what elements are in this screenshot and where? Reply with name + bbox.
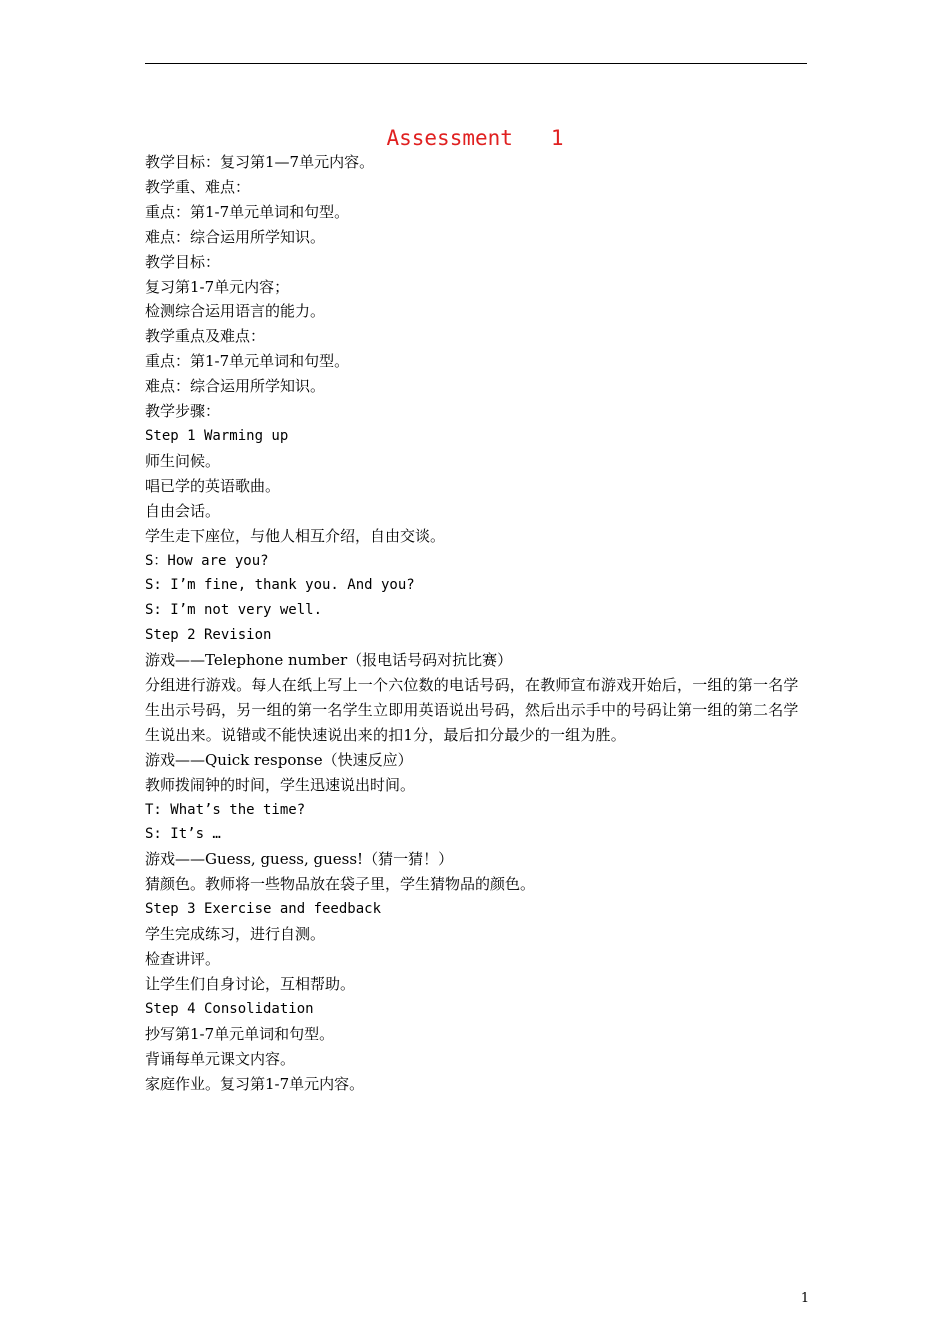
text-line: 唱已学的英语歌曲。 — [145, 476, 281, 495]
dialogue-line: S：How are you? — [145, 552, 269, 569]
text-line: 家庭作业。复习第1-7单元内容。 — [145, 1074, 365, 1093]
text-line: 检测综合运用语言的能力。 — [145, 302, 326, 321]
dialogue-line: S: I’m not very well. — [145, 602, 323, 619]
text-line: 抄写第1-7单元单词和句型。 — [145, 1024, 335, 1043]
dialogue-line: S: It’s … — [145, 826, 221, 843]
text-line: 重点：第1-7单元单词和句型。 — [145, 352, 350, 371]
dialogue-line: T: What’s the time? — [145, 801, 306, 818]
text-line: 让学生们自身讨论，互相帮助。 — [145, 974, 356, 993]
text-line: 教学目标：复习第1—7单元内容。 — [145, 153, 375, 171]
text-line: 重点：第1-7单元单词和句型。 — [145, 202, 350, 221]
text-line: 复习第1-7单元内容； — [145, 277, 290, 296]
text-line: 猜颜色。教师将一些物品放在袋子里，学生猜物品的颜色。 — [145, 875, 536, 894]
text-line: 学生走下座位，与他人相互介绍，自由交谈。 — [145, 526, 446, 545]
text-line: 教学目标： — [145, 252, 221, 271]
game-heading: 游戏——Guess, guess, guess!（猜一猜！） — [145, 850, 454, 869]
game-heading: 游戏——Telephone number（报电话号码对抗比赛） — [145, 651, 513, 670]
text-line: 难点：综合运用所学知识。 — [145, 227, 326, 246]
step-heading: Step 1 Warming up — [145, 427, 289, 444]
text-line: 检查讲评。 — [145, 950, 221, 968]
text-line: 教学重点及难点： — [145, 327, 266, 346]
text-line: 师生问候。 — [145, 451, 221, 470]
step-heading: Step 4 Consolidation — [145, 1000, 314, 1017]
page-title: Assessment 1 — [386, 126, 564, 150]
game-description: 分组进行游戏。每人在纸上写上一个六位数的电话号码，在教师宣布游戏开始后，一组的第一名学生出示号码，另一组的第一名学生立即用英语说出号码，然后出示手中的号码让第一组的第二名学生说出来。说错或不能快速说出来的扣1分，最后扣分最少的一组为胜。 — [145, 676, 799, 744]
step-heading: Step 2 Revision — [145, 627, 272, 644]
step-heading: Step 3 Exercise and feedback — [145, 901, 382, 918]
page-number: 1 — [800, 1291, 810, 1306]
text-line: 学生完成练习，进行自测。 — [145, 925, 326, 944]
document-body — [145, 150, 807, 1096]
text-line: 自由会话。 — [145, 501, 221, 520]
dialogue-line: S: I’m fine, thank you. And you? — [145, 577, 415, 594]
text-line: 教学重、难点： — [145, 177, 251, 196]
header-rule — [145, 63, 807, 64]
text-line: 教师拨闹钟的时间，学生迅速说出时间。 — [145, 775, 416, 794]
text-line: 难点：综合运用所学知识。 — [145, 377, 326, 396]
game-heading: 游戏——Quick response（快速反应） — [145, 750, 413, 769]
text-line: 教学步骤： — [145, 402, 221, 421]
text-line: 背诵每单元课文内容。 — [145, 1049, 296, 1068]
